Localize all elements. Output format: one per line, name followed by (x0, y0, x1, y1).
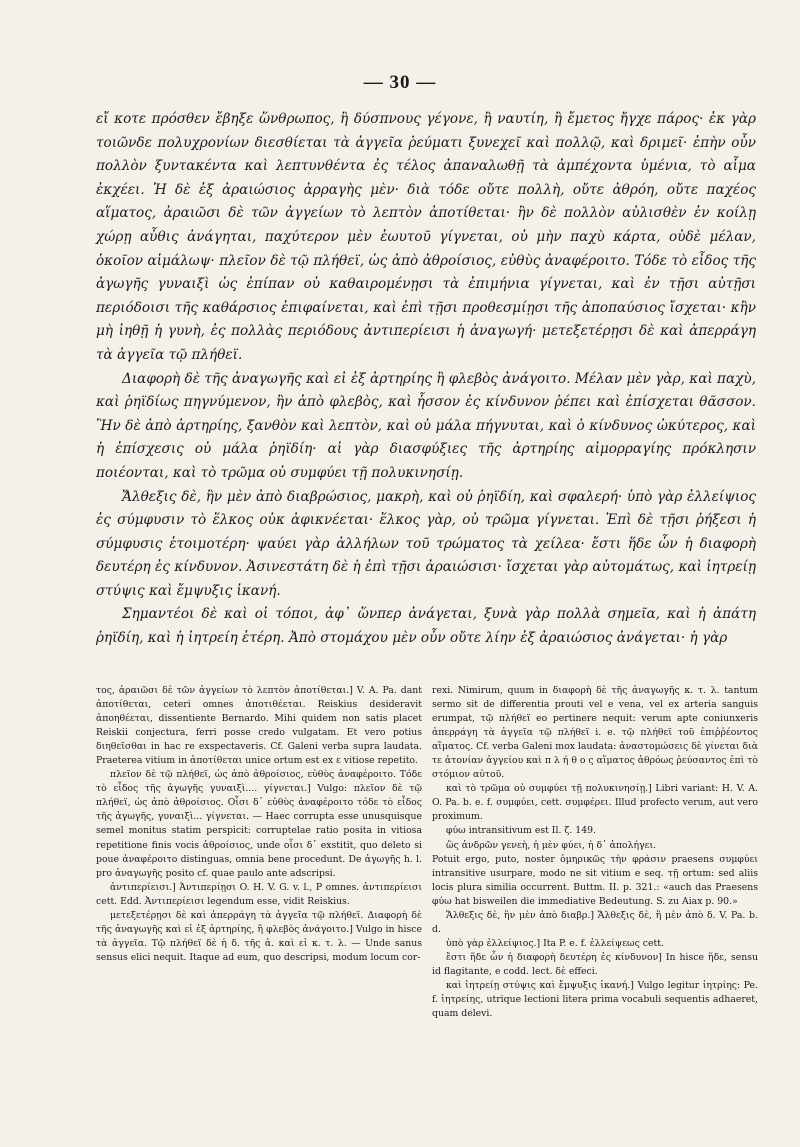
page-number: — 30 — (363, 72, 437, 93)
note: φύω intransitivum est Il. ζ. 149. (446, 825, 597, 837)
note: ἔστι ἥδε ὧν ἡ διαφορὴ δευτέρη ἐς κίνδυνον] In hisce ἥδε, sensu id flagitante, e codd. lect. δὲ effeci. (432, 951, 758, 977)
note: rexi. Nimirum, quum in διαφορὴ δὲ τῆς ἀναγωγῆς κ. τ. λ. tantum sermo sit de differentia prouti vel e vena, vel ex arteria sanguis erumpat, τῷ πλήθεϊ eo pertinere nequit: verum apte coniunxeris ἀπερράγη τὰ ἀγγεῖα τῷ πλήθεϊ i. e. τῷ πλήθεϊ τοῦ ἐπιῤῥέοντος αἵματος. Cf. verba Galeni mox laudata: ἀναστομώσεις δὲ γίνεται διὰ τε ἀτονίαν ἀγγείου καὶ π λ ή θ ο ς αἵματος ἀθρόως ῥεύσαντος ἐπὶ τὸ στόμιον αὐτοῦ. (432, 685, 758, 781)
note: Ἄλθεξις δὲ, ἢν μὲν ἀπὸ διαβρ.] Ἄλθεξις δὲ, ἢ μὲν ἀπὸ δ. V. Pa. b. d. (432, 909, 758, 935)
note: ἀντιπερίεισι.] Ἀντιπερίῃσι O. H. V. G. v. l., P omnes. ἀντιπερίεισι cett. Edd. Ἀντιπερίεισι legendum esse, vidit Reiskius. (96, 881, 422, 907)
note: Potuit ergo, puto, noster ὁμηρικῶς τὴν φράσιν praesens συμφύει intransitive usurpare, modo ne sit vitium e seq. τῇ ortum: sed aliis locis plura similia occurrent. Buttm. II. p. 321.: «auch das Praesens φύω hat bisweilen die immediative Bedeutung. S. zu Aiax p. 90.» (432, 853, 758, 907)
note: μετεξετέρῃσι δὲ καὶ ἀπερράγη τὰ ἀγγεῖα τῷ πλήθεϊ. Διαφορὴ δὲ τῆς ἀναγωγῆς καὶ εἰ ἐξ ἀρτηρίης, ἢ φλεβὸς ἀνάγοιτο.] Vulgo in hisce τὰ ἀγγεῖα. Τῷ πλήθεϊ δὲ ἡ δ. τῆς ἀ. καὶ εἰ κ. τ. λ. — Unde sanus sensus elici nequit. Itaque ad eum, quo descripsi, modum locum cor- (96, 909, 422, 963)
note: ὣς ἀνδρῶν γενεὴ, ἡ μὲν φύει, ἡ δ᾽ ἀπολήγει. (446, 839, 657, 851)
main-paragraph: εἴ κοτε πρόσθεν ἔβηξε ὥνθρωπος, ἢ δύσπνους γέγονε, ἢ ναυτίη, ἢ ἔμετος ἤγχε πάρος· ἐκ γὰρ τοιῶνδε πολυχρονίων διεσθίεται τὰ ἀγγεῖα ῥεύματι ξυνεχεῖ καὶ πολλῷ, καὶ δριμεῖ· ἐπὴν οὖν πολλὸν ξυντακέντα καὶ λεπτυνθέντα ἐς τέλος ἀπαναλωθῇ τὰ ἀμπέχοντα ὑμένια, τὸ αἷμα ἐκχέει. Ἡ δὲ ἐξ ἀραιώσιος ἀρραγὴς μὲν· διὰ τόδε οὔτε πολλὴ, οὔτε ἀθρόη, οὔτε παχέος αἵματος, ἀραιῶσι δὲ τῶν ἀγγείων τὸ λεπτὸν ἀποτίθεται· ἢν δὲ πολλὸν αὐλισθὲν ἐν κοίλῃ χώρῃ αὖθις ἀνάγηται, παχύτερον μὲν ἑωυτοῦ γίγνεται, οὐ μὴν παχὺ κάρτα, οὐδὲ μέλαν, ὁκοῖον αἱμάλωψ· πλεῖον δὲ τῷ πλήθεϊ, ὡς ἀπὸ ἀθροίσιος, εὐθὺς ἀναφέροιτο. Τόδε τὸ εἶδος τῆς ἀγωγῆς γυναιξὶ ὡς ἐπίπαν οὐ καθαιρομένῃσι τὰ ἐπιμήνια γίγνεται, καὶ ἐν τῇσι αὐτῇσι περιόδοισι τῆς καθάρσιος ἐπιφαίνεται, καὶ ἐπὶ τῇσι προθεσμίῃσι τῆς ἀποπαύσιος ἴσχεται· κἢν μὴ ἰηθῇ ἡ γυνὴ, ἐς πολλὰς περιόδους ἀντιπερίεισι ἡ ἀναγωγή· μετεξετέρῃσι δὲ καὶ ἀπερράγη τὰ ἀγγεῖα τῷ πλήθεϊ. (96, 111, 756, 363)
main-text (96, 108, 756, 651)
note: τος, ἀραιῶσι δὲ τῶν ἀγγείων τὸ λεπτὸν ἀποτίθεται.] V. A. Pa. dant ἀποτίθεται, ceteri omnes ἀποτιθέεται. Reiskius desideravit ἀποηθέεται, dissentiente Bernardo. Mihi quidem non satis placet Reiskii conjectura, ferri posse credo vulgatam. Et vero potius διηθεῖσθαι in hac re exspectaveris. Cf. Galeni verba supra laudata. Praeterea vitium in ἀποτίθεται unice ortum est ex ε vitiose repetito. (96, 685, 422, 767)
note: ὑπὸ γὰρ ἐλλείψιος.] Ita P. e. f. ἐλλείψεως cett. (446, 937, 664, 949)
main-paragraph: Ἄλθεξις δὲ, ἢν μὲν ἀπὸ διαβρώσιος, μακρὴ, καὶ οὐ ῥηϊδίη, καὶ σφαλερή· ὑπὸ γὰρ ἐλλείψιος ἐς σύμφυσιν τὸ ἕλκος οὐκ ἀφικνέεται· ἕλκος γὰρ, οὐ τρῶμα γίγνεται. Ἐπὶ δὲ τῇσι ῥήξεσι ἡ σύμφυσις ἑτοιμοτέρη· ψαύει γὰρ ἀλλήλων τοῦ τρώματος τὰ χείλεα· ἔστι ἥδε ὧν ἡ διαφορὴ δευτέρη ἐς κίνδυνον. Ἀσινεστάτη δὲ ἡ ἐπὶ τῇσι ἀραιώσισι· ἴσχεται γὰρ αὐτομάτως, καὶ ἰητρείῃ στύψις καὶ ἔμψυξις ἱκανή. (96, 488, 756, 599)
notes-right-column (432, 684, 758, 1021)
note: καὶ τὸ τρῶμα οὐ συμφύει τῇ πολυκινησίῃ.] Libri variant: H. V. A. O. Pa. b. e. f. συμφύει, cett. συμφέρει. Illud profecto verum, aut vero proximum. (432, 783, 758, 823)
critical-notes (96, 684, 758, 1021)
note: πλεῖον δὲ τῷ πλήθεϊ, ὡς ἀπὸ ἀθροίσιος, εὐθὺς ἀναφέροιτο. Τόδε τὸ εἶδος τῆς ἀγωγῆς γυναιξὶ.... γίγνεται.] Vulgo: πλεῖον δὲ τῷ πλήθεϊ, ὡς ἀπὸ ἀθροίσιος. Οἷσι δ᾽ εὐθὺς ἀναφέροιτο τόδε τὸ εἶδος τῆς ἀγωγῆς, γυναιξὶ... γίγνεται. — Haec corrupta esse unusquisque semel monitus statim perspicit: corruptelae ratio posita in vitiosa repetitione finis vocis ἀθροίσιος, unde οἷσι δ᾽ exstitit, quo deleto si poue ἀναφέροιτο distinguas, omnia bene procedunt. De ἀγωγῆς h. l. pro ἀναγωγῆς posito cf. quae paulo ante adscripsi. (96, 769, 422, 879)
notes-left-column (96, 684, 422, 1021)
main-paragraph: Διαφορὴ δὲ τῆς ἀναγωγῆς καὶ εἰ ἐξ ἀρτηρίης ἢ φλεβὸς ἀνάγοιτο. Μέλαν μὲν γὰρ, καὶ παχὺ, καὶ ῥηϊδίως πηγνύμενον, ἢν ἀπὸ φλεβὸς, καὶ ἧσσον ἐς κίνδυνον ῥέπει καὶ ἐπίσχεται θᾶσσον. Ἢν δὲ ἀπὸ ἀρτηρίης, ξανθὸν καὶ λεπτὸν, καὶ οὐ μάλα πήγνυται, καὶ ὁ κίνδυνος ὠκύτερος, καὶ ἡ ἐπίσχεσις οὐ μάλα ῥηϊδίη· αἱ γὰρ διασφύξιες τῆς ἀρτηρίης αἱμορραγίης πρόκλησιν ποιέονται, καὶ τὸ τρῶμα οὐ συμφύει τῇ πολυκινησίῃ. (96, 370, 756, 481)
note: καὶ ἰητρείῃ στύψις καὶ ἔμψυξις ἱκανή.] Vulgo legitur ἰητρίης: Pe. f. ἰητρείης, utrique lectioni litera prima vocabuli sequentis adhaeret, quam delevi. (432, 979, 758, 1020)
main-paragraph: Σημαντέοι δὲ καὶ οἱ τόποι, ἀφ᾽ ὥνπερ ἀνάγεται, ξυνὰ γὰρ πολλὰ σημεῖα, καὶ ἡ ἀπάτη ῥηϊδίη, καὶ ἡ ἰητρείη ἑτέρη. Ἀπὸ στομάχου μὲν οὖν οὔτε λίην ἐξ ἀραιώσιος ἀνάγεται· ἡ γὰρ (96, 606, 756, 647)
